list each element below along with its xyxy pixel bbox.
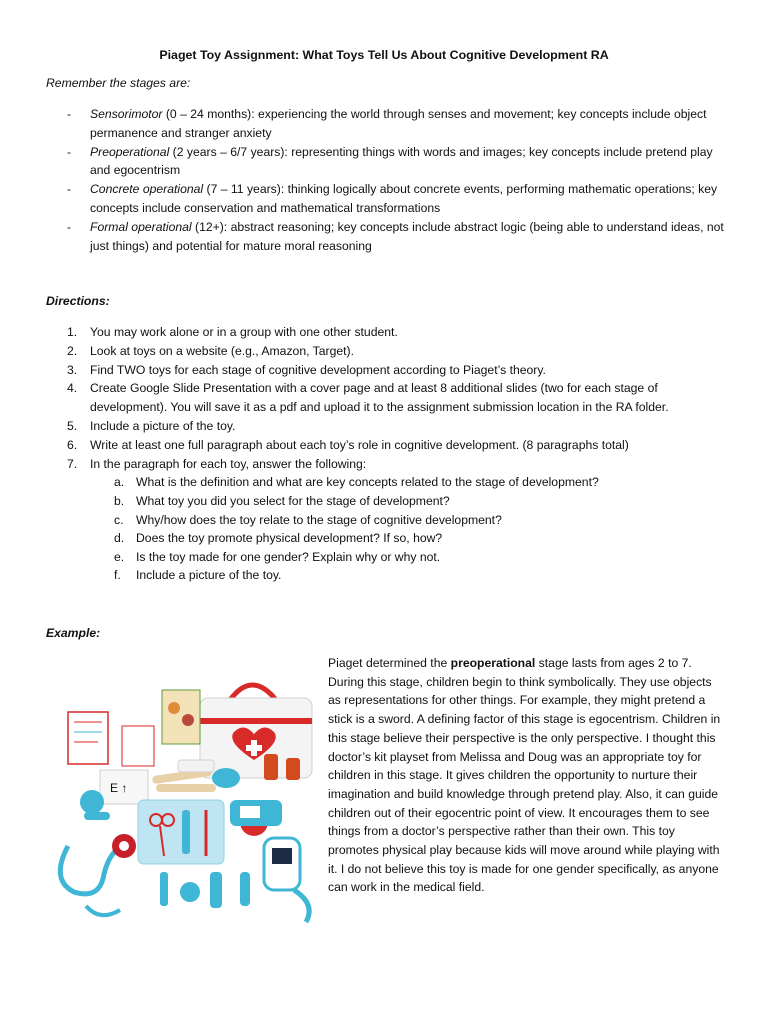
direction-item xyxy=(46,455,726,585)
stages-intro: Remember the stages are: xyxy=(46,76,191,90)
stage-description: experiencing the world through senses and movement; key concepts include object permanence and stranger anxiety xyxy=(90,107,707,140)
instrument-tray-illustration xyxy=(138,800,224,864)
sub-question-letter: c. xyxy=(114,512,124,527)
sub-question-text: Is the toy made for one gender? Explain why or why not. xyxy=(136,549,441,564)
stages-list xyxy=(46,105,726,255)
example-bold-term: preoperational xyxy=(450,656,536,670)
stage-description: representing things with words and images; key concepts include pretend play and egocentrism xyxy=(90,144,713,178)
stage-description: abstract reasoning; key concepts include abstract logic (being able to understand ideas, not just things) and potential for mature moral reasoning xyxy=(90,219,724,253)
direction-text: Look at toys on a website (e.g., Amazon, Target). xyxy=(90,343,354,358)
stage-item xyxy=(46,180,726,218)
direction-number: 6. xyxy=(67,437,78,452)
stage-name: Preoperational xyxy=(90,144,170,159)
sub-question-text: Does the toy promote physical development? If so, how? xyxy=(136,531,443,546)
list-dash: - xyxy=(67,182,72,197)
sub-question xyxy=(46,473,726,492)
stage-range: (7 – 11 years): xyxy=(203,182,288,197)
stage-item xyxy=(46,105,726,143)
directions-list xyxy=(46,323,726,585)
direction-number: 4. xyxy=(67,381,78,396)
svg-text:E ↑: E ↑ xyxy=(110,781,128,795)
stage-name: Concrete operational xyxy=(90,182,204,197)
doctor-kit-toy-image xyxy=(40,660,318,930)
sub-question xyxy=(46,548,726,567)
direction-text: Write at least one full paragraph about each toy’s role in cognitive development. (8 paragraphs total) xyxy=(90,437,629,452)
sub-question xyxy=(46,566,726,585)
direction-item xyxy=(46,436,726,455)
example-text-start: Piaget determined the xyxy=(328,656,451,670)
sub-question-letter: d. xyxy=(114,531,125,546)
example-text-rest: stage lasts from ages 2 to 7. During this stage, children begin to think symbolically. They use objects as representations for other things. For example, they might pretend a stick is a sword. A defining factor of this stage is egocentrism. Children in this stage believe their perspective is the only perspective. I thought this doctor’s kit playset from Melissa and Doug was an appropriate toy for children in this stage. It gives children the opportunity to nurture their imagination and build knowledge through pretend play. Also, it can guide children out of their egocentric point of view. It encourages them to see things from a doctor’s perspective rather than their own. This toy promotes physical play because kids will move around while playing with it. I do not believe this toy is made for one gender specifically, as anyone can work in the medical field. xyxy=(328,656,721,895)
direction-item xyxy=(46,417,726,436)
sub-question-letter: e. xyxy=(114,549,125,564)
stage-item xyxy=(46,143,726,181)
page-title: Piaget Toy Assignment: What Toys Tell Us About Cognitive Development RA xyxy=(159,48,609,62)
stage-name: Sensorimotor xyxy=(90,107,163,121)
sub-question-text: Why/how does the toy relate to the stage of cognitive development? xyxy=(136,512,502,527)
direction-text: Include a picture of the toy. xyxy=(90,418,236,433)
list-dash: - xyxy=(67,107,72,121)
stage-range: (2 years – 6/7 years): xyxy=(169,144,292,159)
sub-question-letter: a. xyxy=(114,475,125,490)
sub-question xyxy=(46,529,726,548)
sub-question-text: Include a picture of the toy. xyxy=(136,568,282,583)
stage-item xyxy=(46,218,726,256)
booklets-illustration xyxy=(68,690,200,766)
direction-text: You may work alone or in a group with one other student. xyxy=(90,325,398,339)
stage-description: thinking logically about concrete events, performing mathematic operations; key concepts include conservation and mathematical transformations xyxy=(90,182,718,215)
direction-number: 1. xyxy=(67,325,78,339)
directions-heading: Directions: xyxy=(46,294,110,308)
sub-question-letter: f. xyxy=(114,568,121,583)
sub-question-text: What is the definition and what are key concepts related to the stage of development? xyxy=(136,475,599,490)
sub-question-list xyxy=(46,473,726,585)
direction-number: 5. xyxy=(67,418,78,433)
direction-text: Create Google Slide Presentation with a cover page and at least 8 additional slides (two for each stage of development). You will save it as a pdf and upload it to the assignment submission location in the RA folder. xyxy=(90,381,669,415)
example-heading: Example: xyxy=(46,626,101,640)
sub-question-letter: b. xyxy=(114,493,125,508)
direction-number: 7. xyxy=(67,456,78,471)
stage-range: (0 – 24 months): xyxy=(162,107,258,121)
direction-item xyxy=(46,379,726,417)
sub-question xyxy=(46,511,726,530)
stage-range: (12+): xyxy=(191,219,231,234)
direction-item xyxy=(46,361,726,380)
direction-number: 3. xyxy=(67,362,78,377)
list-dash: - xyxy=(67,144,72,159)
direction-text: In the paragraph for each toy, answer the following: xyxy=(90,456,367,471)
sub-question-text: What toy you did you select for the stage of development? xyxy=(136,493,450,508)
example-paragraph xyxy=(328,654,726,897)
direction-number: 2. xyxy=(67,343,78,358)
stage-name: Formal operational xyxy=(90,219,192,234)
sub-question xyxy=(46,492,726,511)
direction-item xyxy=(46,342,726,361)
direction-item xyxy=(46,323,726,342)
list-dash: - xyxy=(67,219,72,234)
stethoscope-illustration xyxy=(60,834,136,915)
direction-text: Find TWO toys for each stage of cognitive development according to Piaget’s theory. xyxy=(90,362,546,377)
